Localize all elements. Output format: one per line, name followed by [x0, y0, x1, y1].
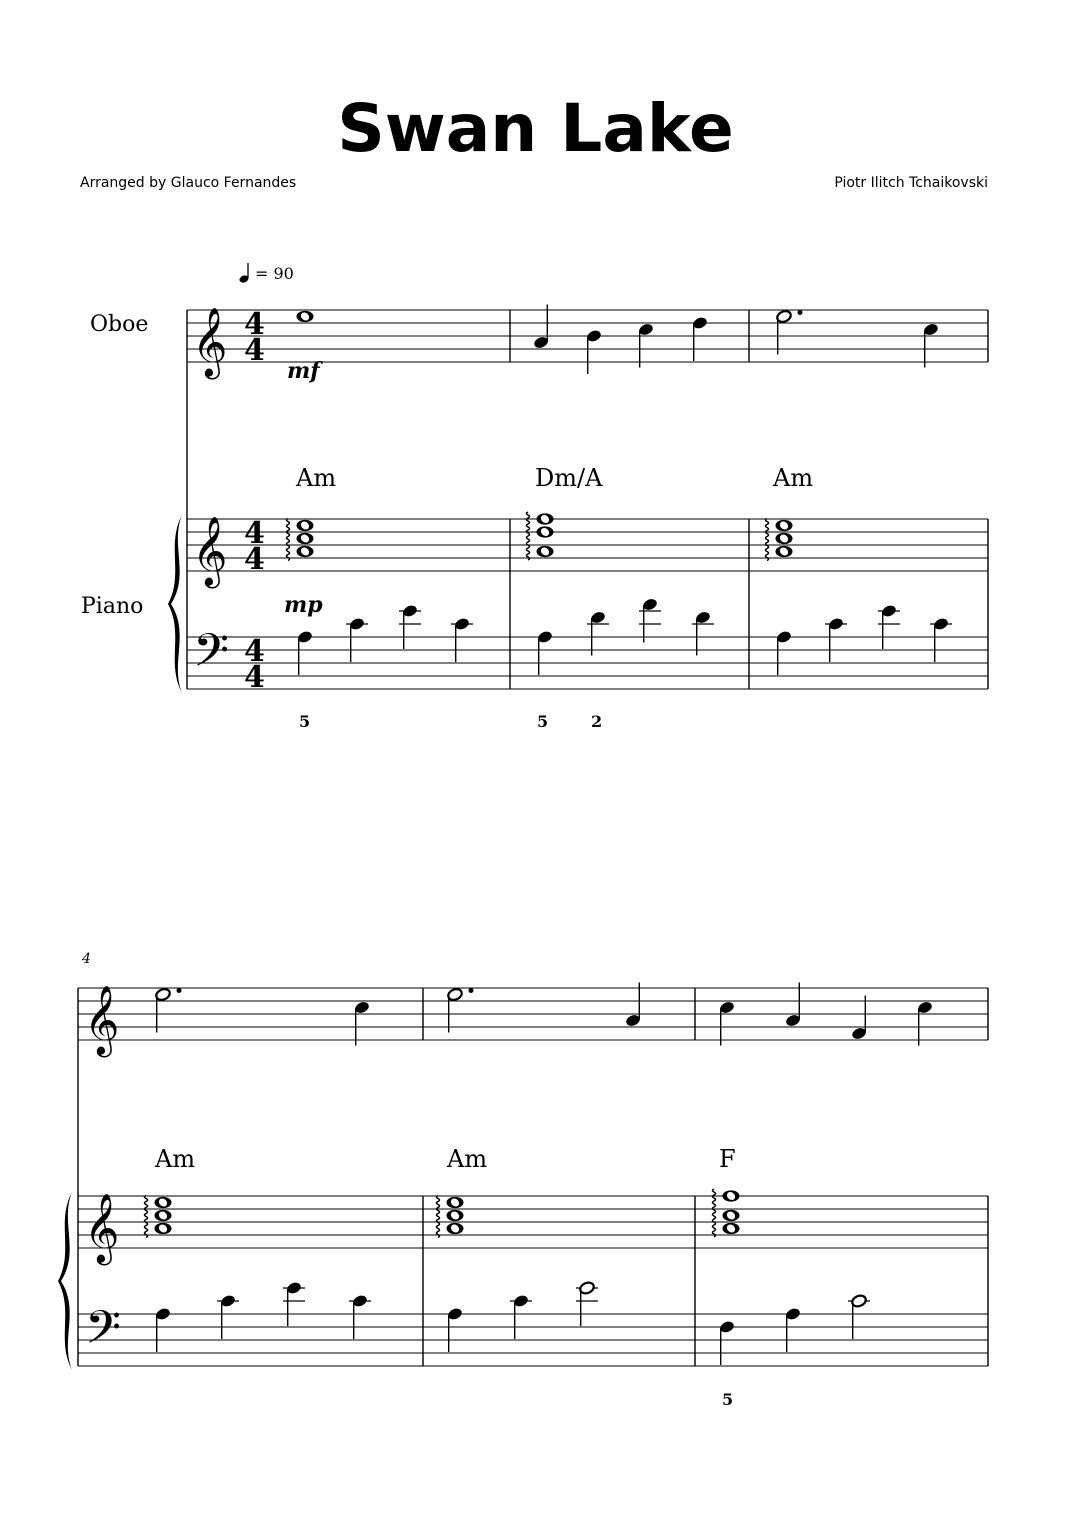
- chord-symbol: Am: [155, 1145, 196, 1173]
- treble-clef-icon: 𝄞: [192, 307, 228, 377]
- time-signature-denominator: 4: [244, 333, 265, 368]
- bass-clef-icon: 𝄢: [193, 624, 230, 689]
- augmentation-dot: [177, 988, 182, 993]
- piano-brace: [168, 515, 182, 693]
- chord-symbol: Am: [296, 464, 337, 492]
- treble-clef-icon: 𝄞: [84, 985, 120, 1055]
- bass-clef-icon: 𝄢: [85, 1301, 122, 1366]
- arranger-credit: Arranged by Glauco Fernandes: [80, 175, 297, 191]
- time-signature-numerator: 4: [244, 516, 265, 551]
- fingering: 5: [722, 1390, 734, 1409]
- instrument-name-oboe: Oboe: [90, 312, 149, 337]
- piano-lh-staff: [187, 637, 988, 689]
- time-signature-numerator: 4: [244, 307, 265, 342]
- chord-symbol: Dm/A: [535, 464, 603, 492]
- time-signature-numerator: 4: [244, 634, 265, 669]
- chord-symbol: F: [719, 1145, 736, 1173]
- arpeggio-sign: [287, 519, 290, 561]
- piano-rh-staff: [78, 1196, 988, 1248]
- piano-lh-staff: [78, 1314, 988, 1366]
- time-signature-denominator: 4: [244, 542, 265, 577]
- fingering: 5: [299, 712, 311, 731]
- tempo-mark: = 90: [255, 264, 294, 283]
- augmentation-dot: [798, 310, 803, 315]
- chord-symbol: Am: [447, 1145, 488, 1173]
- arpeggio-sign: [437, 1196, 440, 1238]
- augmentation-dot: [469, 988, 474, 993]
- dynamic-piano: mp: [284, 592, 323, 618]
- piano-brace: [58, 1192, 72, 1370]
- chord-symbol: Am: [773, 464, 814, 492]
- treble-clef-icon: 𝄞: [192, 516, 228, 586]
- arpeggio-sign: [145, 1196, 148, 1238]
- instrument-name-piano: Piano: [81, 594, 144, 619]
- time-signature-denominator: 4: [244, 660, 265, 695]
- dynamic-oboe: mf: [287, 358, 320, 384]
- fingering: 5: [537, 712, 549, 731]
- treble-clef-icon: 𝄞: [84, 1193, 120, 1263]
- composer-credit: Piotr Ilitch Tchaikovski: [834, 175, 988, 191]
- measure-number: 4: [82, 951, 91, 967]
- arpeggio-sign: [766, 519, 769, 561]
- score-title: Swan Lake: [337, 90, 734, 167]
- fingering: 2: [591, 712, 603, 731]
- oboe-staff: [78, 988, 988, 1040]
